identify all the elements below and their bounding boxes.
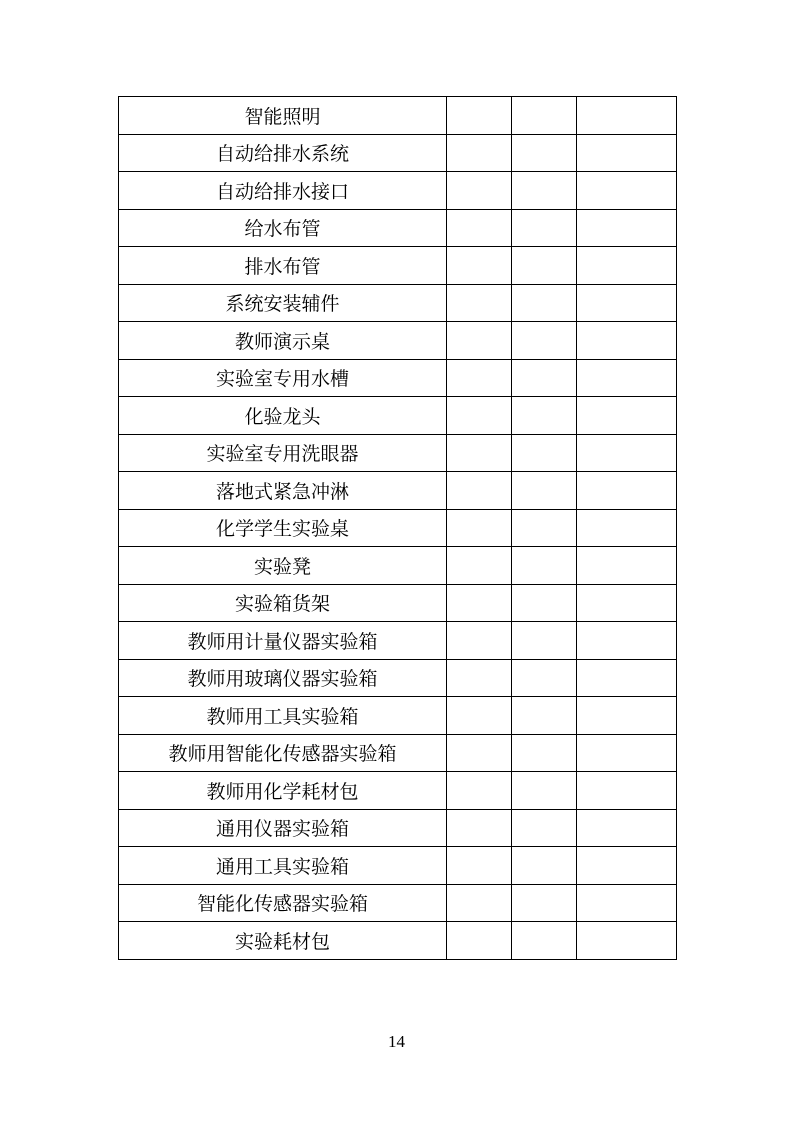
table-row — [119, 547, 677, 585]
empty-cell — [577, 847, 677, 885]
empty-cell — [512, 322, 577, 360]
empty-cell — [447, 322, 512, 360]
empty-cell — [512, 772, 577, 810]
page-number: 14 — [388, 1032, 405, 1051]
empty-cell — [512, 359, 577, 397]
empty-cell — [447, 547, 512, 585]
empty-cell — [577, 172, 677, 210]
empty-cell — [577, 547, 677, 585]
table-row — [119, 922, 677, 960]
item-name-cell: 实验箱货架 — [119, 584, 447, 622]
table-row — [119, 397, 677, 435]
table-row — [119, 847, 677, 885]
table-row — [119, 734, 677, 772]
empty-cell — [512, 547, 577, 585]
empty-cell — [447, 472, 512, 510]
empty-cell — [577, 472, 677, 510]
empty-cell — [512, 884, 577, 922]
item-name-cell: 给水布管 — [119, 209, 447, 247]
empty-cell — [447, 209, 512, 247]
table-row — [119, 697, 677, 735]
item-name-cell: 教师用工具实验箱 — [119, 697, 447, 735]
empty-cell — [577, 622, 677, 660]
empty-cell — [512, 922, 577, 960]
empty-cell — [447, 284, 512, 322]
table-row — [119, 97, 677, 135]
item-name-cell: 教师用化学耗材包 — [119, 772, 447, 810]
empty-cell — [577, 734, 677, 772]
equipment-table-body — [119, 97, 677, 960]
empty-cell — [577, 322, 677, 360]
empty-cell — [577, 359, 677, 397]
item-name-cell: 自动给排水接口 — [119, 172, 447, 210]
empty-cell — [512, 697, 577, 735]
empty-cell — [447, 359, 512, 397]
item-name-cell: 自动给排水系统 — [119, 134, 447, 172]
item-name-cell: 教师用计量仪器实验箱 — [119, 622, 447, 660]
item-name-cell: 实验室专用水槽 — [119, 359, 447, 397]
empty-cell — [512, 472, 577, 510]
table-row — [119, 659, 677, 697]
table-row — [119, 884, 677, 922]
item-name-cell: 实验耗材包 — [119, 922, 447, 960]
empty-cell — [447, 434, 512, 472]
empty-cell — [447, 697, 512, 735]
empty-cell — [512, 247, 577, 285]
table-row — [119, 809, 677, 847]
empty-cell — [512, 284, 577, 322]
empty-cell — [512, 434, 577, 472]
empty-cell — [512, 809, 577, 847]
empty-cell — [512, 397, 577, 435]
empty-cell — [577, 884, 677, 922]
item-name-cell: 通用工具实验箱 — [119, 847, 447, 885]
item-name-cell: 教师用智能化传感器实验箱 — [119, 734, 447, 772]
item-name-cell: 系统安装辅件 — [119, 284, 447, 322]
empty-cell — [577, 247, 677, 285]
item-name-cell: 智能化传感器实验箱 — [119, 884, 447, 922]
table-row — [119, 284, 677, 322]
empty-cell — [577, 659, 677, 697]
item-name-cell: 通用仪器实验箱 — [119, 809, 447, 847]
empty-cell — [447, 884, 512, 922]
table-row — [119, 209, 677, 247]
empty-cell — [577, 584, 677, 622]
empty-cell — [512, 97, 577, 135]
empty-cell — [447, 772, 512, 810]
empty-cell — [577, 509, 677, 547]
empty-cell — [577, 284, 677, 322]
empty-cell — [577, 809, 677, 847]
item-name-cell: 落地式紧急冲淋 — [119, 472, 447, 510]
table-row — [119, 434, 677, 472]
item-name-cell: 教师用玻璃仪器实验箱 — [119, 659, 447, 697]
empty-cell — [512, 622, 577, 660]
item-name-cell: 智能照明 — [119, 97, 447, 135]
table-row — [119, 472, 677, 510]
empty-cell — [512, 134, 577, 172]
table-row — [119, 584, 677, 622]
empty-cell — [447, 397, 512, 435]
empty-cell — [512, 734, 577, 772]
empty-cell — [512, 659, 577, 697]
empty-cell — [447, 659, 512, 697]
table-row — [119, 172, 677, 210]
table-row — [119, 509, 677, 547]
empty-cell — [512, 209, 577, 247]
empty-cell — [447, 509, 512, 547]
item-name-cell: 实验凳 — [119, 547, 447, 585]
empty-cell — [447, 809, 512, 847]
empty-cell — [447, 847, 512, 885]
empty-cell — [447, 622, 512, 660]
empty-cell — [447, 734, 512, 772]
table-row — [119, 134, 677, 172]
empty-cell — [512, 584, 577, 622]
empty-cell — [512, 847, 577, 885]
table-row — [119, 772, 677, 810]
empty-cell — [447, 247, 512, 285]
empty-cell — [577, 697, 677, 735]
empty-cell — [447, 134, 512, 172]
table-row — [119, 247, 677, 285]
empty-cell — [577, 922, 677, 960]
empty-cell — [447, 584, 512, 622]
empty-cell — [577, 97, 677, 135]
empty-cell — [577, 434, 677, 472]
item-name-cell: 实验室专用洗眼器 — [119, 434, 447, 472]
item-name-cell: 化学学生实验桌 — [119, 509, 447, 547]
item-name-cell: 化验龙头 — [119, 397, 447, 435]
empty-cell — [512, 509, 577, 547]
table-row — [119, 622, 677, 660]
table-row — [119, 359, 677, 397]
empty-cell — [447, 172, 512, 210]
empty-cell — [577, 772, 677, 810]
empty-cell — [447, 97, 512, 135]
item-name-cell: 排水布管 — [119, 247, 447, 285]
empty-cell — [512, 172, 577, 210]
empty-cell — [577, 134, 677, 172]
item-name-cell: 教师演示桌 — [119, 322, 447, 360]
empty-cell — [577, 397, 677, 435]
table-row — [119, 322, 677, 360]
equipment-table — [118, 96, 677, 960]
empty-cell — [447, 922, 512, 960]
empty-cell — [577, 209, 677, 247]
